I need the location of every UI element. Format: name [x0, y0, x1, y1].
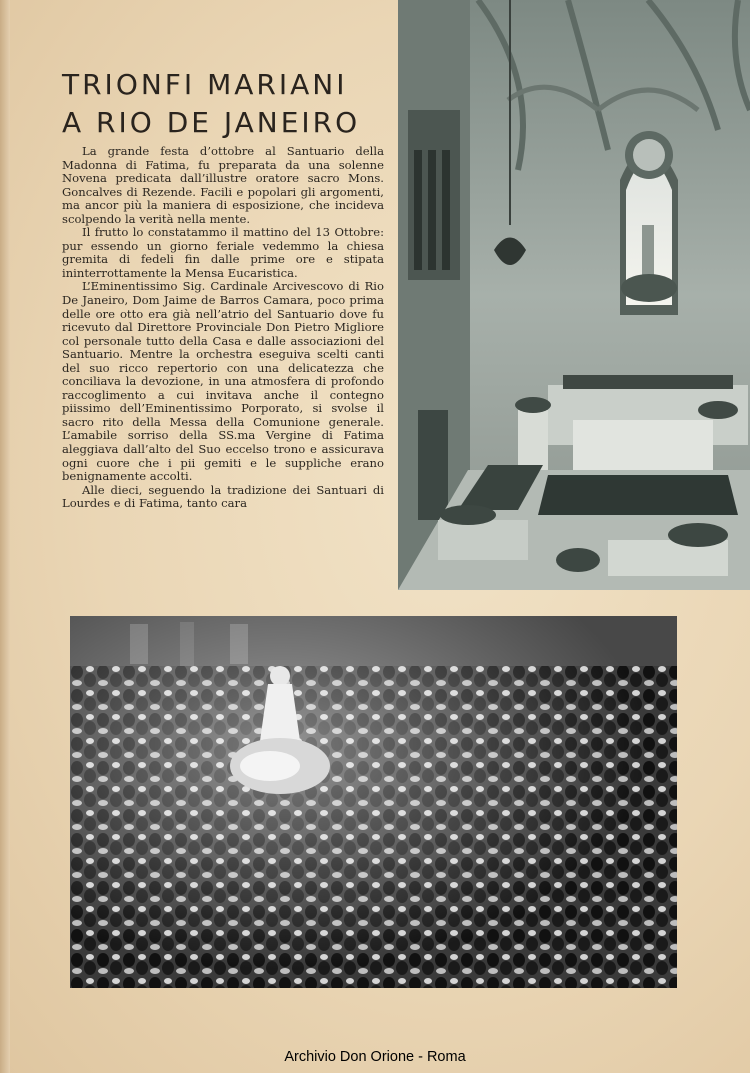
title-line-2: A RIO DE JANEIRO [62, 106, 361, 139]
church-interior-image [398, 0, 750, 590]
article-paragraph: Alle dieci, seguendo la tradizione dei Santuari di Lourdes e di Fatima, tanto cara [62, 482, 384, 511]
article-body [62, 145, 384, 511]
article-title [62, 66, 392, 142]
article-paragraph: Il frutto lo constatammo il mattino del 13 Ottobre: pur essendo un giorno feriale vedemmo la chiesa gremita di fedeli fin dalle prime ore e stipata ininterrottamente la Mensa Eucaristica. [62, 225, 384, 280]
crowd-procession-image [70, 616, 677, 988]
article-paragraph: La grande festa d’ottobre al Santuario della Madonna di Fatima, fu preparata da una solenne Novena predicata dall’illustre oratore sacro Mons. Goncalves di Rezende. Facili e popolari gli argomenti, ma ancor più la maniera di esposizione, che incideva scolpendo la verità nella mente. [62, 144, 384, 226]
church-interior-photo [398, 0, 750, 590]
article-paragraph: L’Eminentissimo Sig. Cardinale Arcivescovo di Rio De Janeiro, Dom Jaime de Barros Camara, poco prima delle ore otto era già nell’atrio del Santuario dove fu ricevuto dal Direttore Provinciale Don Pietro Migliore col personale tutto della Casa e dalle associazioni del Santuario. Mentre la orchestra eseguiva scelti canti del suo ricco repertorio con una delicatezza che conciliava la devozione, in una atmosfera di profondo raccoglimento a cui invitava anche il contegno piissimo dell’Eminentissimo Porporato, si svolse il sacro rito della Messa della Comunione generale. L’amabile sorriso della SS.ma Vergine di Fatima aleggiava dall’alto del Suo eccelso trono e assicurava ogni cuore che i pii gemiti e le suppliche erano benignamente accolti. [62, 279, 384, 484]
archive-footer: Archivio Don Orione - Roma [284, 1049, 466, 1065]
page-spine-shadow [0, 0, 10, 1073]
title-line-1: TRIONFI MARIANI [62, 68, 348, 101]
crowd-procession-photo [70, 616, 677, 988]
